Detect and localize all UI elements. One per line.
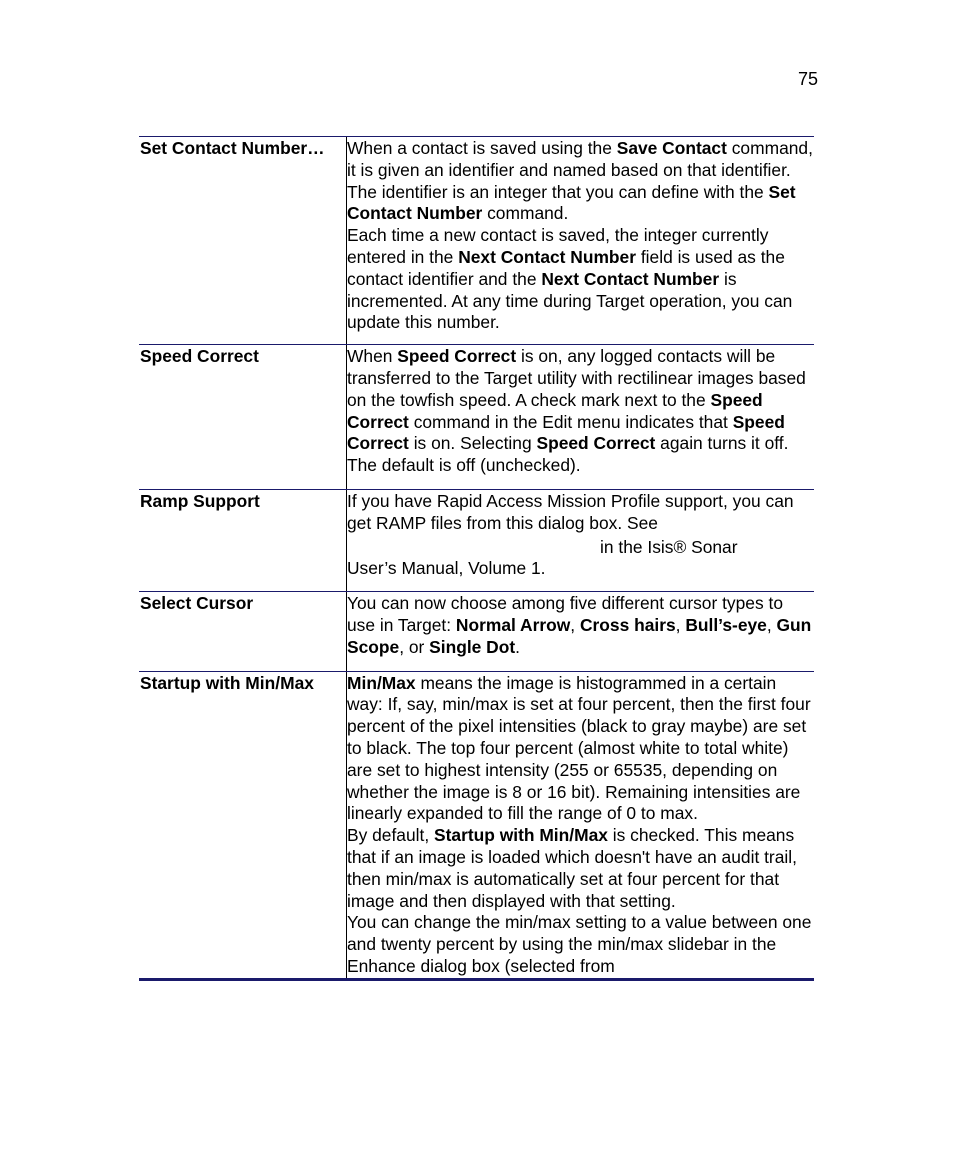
ramp-closing: User’s Manual, Volume 1. [347,558,546,579]
term-label: Ramp Support [140,490,260,511]
emphasized-term: Cross hairs [579,614,676,635]
emphasized-term: Startup with Min/Max [434,825,608,846]
term-label: Set Contact Number… [140,138,325,158]
term-label: Select Cursor [140,593,254,614]
emphasized-term: Bull’s-eye [685,614,767,635]
emphasized-term: Single Dot [429,636,516,657]
term-label: Speed Correct [140,346,259,367]
table-row [139,489,814,591]
description-paragraph: You can now choose among five different cursor types to use in Target: Normal Arrow, Cross hairs, Bull’s-eye, Gun Scope, or Single Dot. [347,593,812,657]
ramp-intro: If you have Rapid Access Mission Profile support, you can get RAMP files from this dialog box. See [347,490,794,533]
table-row [139,671,814,978]
description-paragraph: When a contact is saved using the Save Contact command, it is given an identifier and named based on that identifier. The identifier is an integer that you can define with the Set Contact Number command. [347,138,813,224]
term-description [346,345,814,489]
ramp-reference: in the Isis® Sonar [600,536,738,557]
emphasized-term: Set Contact Number [347,181,796,224]
emphasized-term: Next Contact Number [541,268,720,289]
emphasized-term: Save Contact [616,138,727,158]
term-description [346,672,814,978]
emphasized-term: Speed Correct [536,433,656,454]
term-description [346,592,814,670]
table-row [139,136,814,344]
description-paragraph: When Speed Correct is on, any logged contacts will be transferred to the Target utility with rectilinear images based on the towfish speed. A check mark next to the Speed Correct command in the Edit menu indicates that Speed Correct is on. Selecting Speed Correct again turns it off. The default is off (unchecked). [347,346,806,476]
emphasized-term: Min/Max [347,672,416,693]
emphasized-term: Speed Correct [347,411,785,454]
emphasized-term: Normal Arrow [455,614,571,635]
term-description [346,490,814,591]
description-paragraph: By default, Startup with Min/Max is checked. This means that if an image is loaded which doesn't have an audit trail, then min/max is automatically set at four percent for that image and then displayed with that setting. [347,825,797,911]
table-row [139,591,814,670]
emphasized-term: Speed Correct [397,346,517,367]
description-paragraph: You can change the min/max setting to a value between one and twenty percent by using the min/max slidebar in the Enhance dialog box (selected from [347,912,812,976]
description-paragraph: Each time a new contact is saved, the integer currently entered in the Next Contact Number field is used as the contact identifier and the Next Contact Number is incremented. At any time during Target operation, you can update this number. [347,225,793,333]
term-label: Startup with Min/Max [140,672,314,693]
definition-table [139,136,814,981]
emphasized-term: Speed Correct [347,389,763,432]
description-paragraph: Min/Max means the image is histogrammed in a certain way: If, say, min/max is set at four percent, then the first four percent of the pixel intensities (black to gray maybe) are set to black. The top four percent (almost white to total white) are set to highest intensity (255 or 65535, depending on whether the image is 8 or 16 bit). Remaining intensities are linearly expanded to fill the range of 0 to max. [347,672,811,824]
emphasized-term: Gun Scope [347,614,812,657]
page-number: 75 [797,69,818,89]
table-row [139,344,814,489]
term-description [346,137,814,344]
emphasized-term: Next Contact Number [458,246,636,267]
